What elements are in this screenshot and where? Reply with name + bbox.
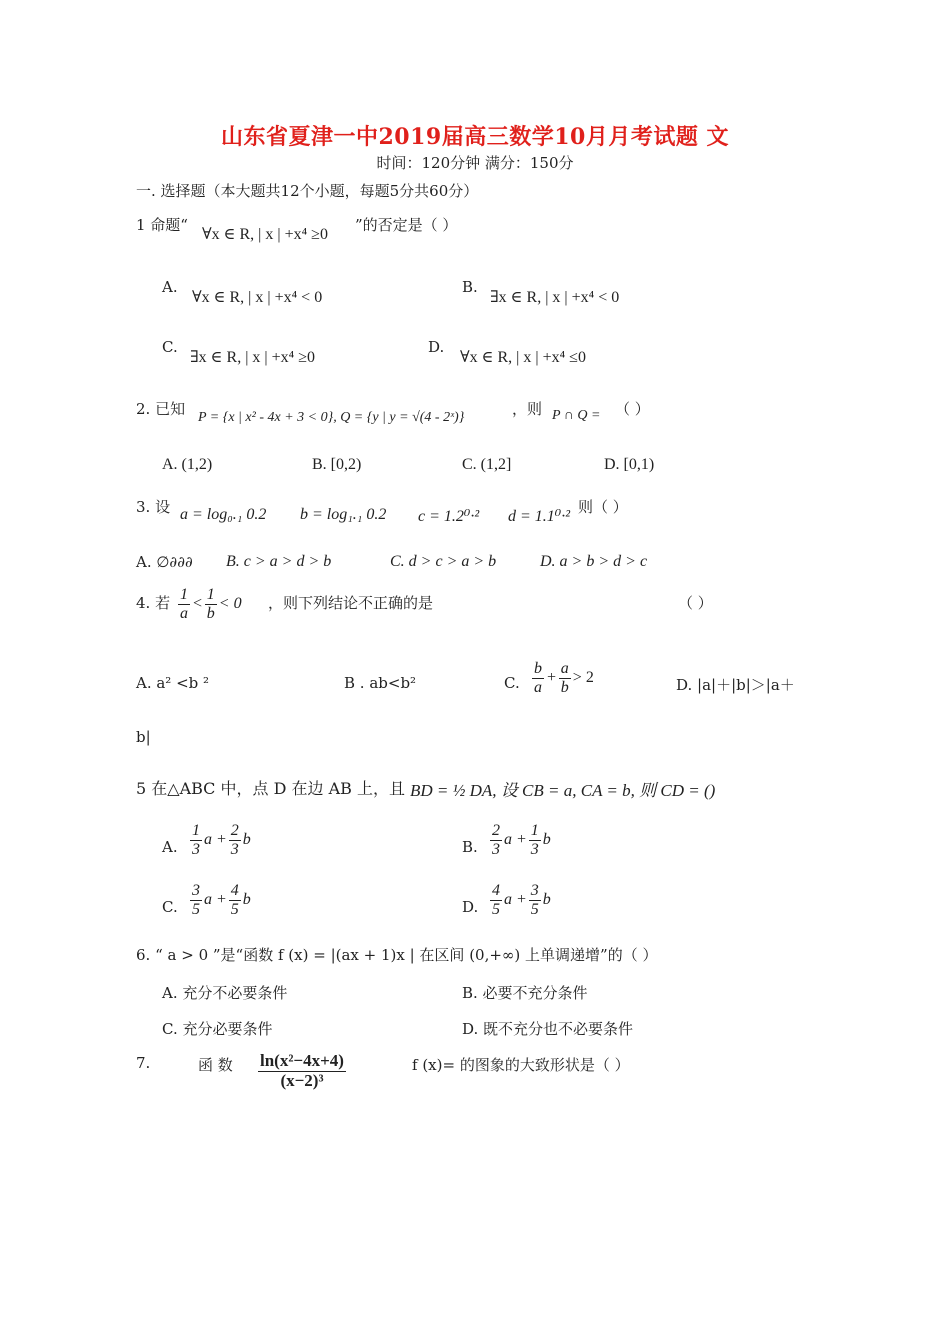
q4-option-d: D. |a|＋|b|＞|a＋ <box>676 676 795 694</box>
q4-option-c-tail: > 2 <box>572 668 594 686</box>
q2-option-b: B. [0,2) <box>312 456 362 473</box>
exam-info: 时间：120分钟 满分：150分 <box>376 154 574 172</box>
q2-lead: 2. 已知 <box>136 400 186 418</box>
q1-option-c-label: C. <box>162 338 178 356</box>
q4-option-c-label: C. <box>504 674 520 692</box>
q7-numerator: ln(x²−4x+4) <box>260 1051 344 1070</box>
q3-option-a: A. ∅∂∂∂ <box>136 553 193 571</box>
q2-option-a: A. (1,2) <box>162 456 213 473</box>
q1-option-a-label: A. <box>162 278 178 296</box>
q3-d-expr: d = 1.1⁰·² <box>508 508 571 525</box>
q4-inequality: $\frac{1}{a}$ < $\frac{1}{b}$ < 0 <box>180 586 242 622</box>
q7-tail: f (x)= 的图象的大致形状是（ ） <box>412 1056 630 1074</box>
q7-lead: 7. <box>136 1054 151 1072</box>
page-title: 山东省夏津一中2019届高三数学10月月考试题 文 <box>220 124 729 150</box>
q5-option-b-label: B. <box>462 838 478 856</box>
q3-c-expr: c = 1.2⁰·² <box>418 508 480 525</box>
q3-lead: 3. 设 <box>136 498 171 516</box>
q3-option-c: C. d > c > a > b <box>390 553 497 570</box>
q3-option-b: B. c > a > d > b <box>226 553 332 570</box>
q2-option-c: C. (1,2] <box>462 456 512 473</box>
q6-option-d: D. 既不充分也不必要条件 <box>462 1020 634 1038</box>
q1-option-c: ∃x ∈ R, | x | +x⁴ ≥0 <box>190 349 315 366</box>
section-heading: 一. 选择题（本大题共12个小题，每题5分共60分） <box>136 182 479 200</box>
q1-tail: ”的否定是（ ） <box>355 216 458 234</box>
q4-paren: （ ） <box>678 594 713 612</box>
q2-intersection: P ∩ Q = <box>552 408 601 423</box>
q7-function-fraction <box>256 1052 348 1090</box>
q5-option-c-label: C. <box>162 898 178 916</box>
q5-option-d-label: D. <box>462 898 479 916</box>
q7-function-word: 函 数 <box>198 1056 233 1074</box>
q1-option-d: ∀x ∈ R, | x | +x⁴ ≤0 <box>460 349 586 366</box>
q4-lead: 4. 若 <box>136 594 171 612</box>
q3-b-expr: b = log₁.₁ 0.2 <box>300 506 387 523</box>
q6-option-a: A. 充分不必要条件 <box>162 984 288 1002</box>
q6-option-b: B. 必要不充分条件 <box>462 984 588 1002</box>
q4-tail: ，则下列结论不正确的是 <box>268 594 434 612</box>
q3-option-d: D. a > b > d > c <box>540 553 648 570</box>
q5-option-d: $\frac{4}{5}$ a + $\frac{3}{5}$ b <box>492 882 551 918</box>
q1-option-b: ∃x ∈ R, | x | +x⁴ < 0 <box>490 289 620 306</box>
q4-option-c: $\frac{b}{a}$ + $\frac{a}{b}$ > 2 <box>534 660 594 696</box>
q4-option-d-cont: b| <box>136 728 151 746</box>
q2-tail: （ ） <box>615 400 650 418</box>
q5-expression: BD = ½ DA, 设 CB = a, CA = b, 则 CD = () <box>410 781 716 800</box>
q2-expression: P = {x | x² - 4x + 3 < 0}, Q = {y | y = √(4 - 2ˣ)} <box>198 410 465 425</box>
q5-option-a: $\frac{1}{3}$ a + $\frac{2}{3}$ b <box>192 822 251 858</box>
q4-option-a: A. a² <b ² <box>136 674 210 692</box>
q3-a-expr: a = log₀.₁ 0.2 <box>180 506 267 523</box>
q1-lead: 1 命题“ <box>136 216 188 234</box>
q2-mid: ，则 <box>512 400 543 418</box>
q6-option-c: C. 充分必要条件 <box>162 1020 273 1038</box>
q2-option-d: D. [0,1) <box>604 456 655 473</box>
q1-option-b-label: B. <box>462 278 478 296</box>
q3-tail: 则（ ） <box>578 498 628 516</box>
q1-option-a: ∀x ∈ R, | x | +x⁴ < 0 <box>192 289 323 306</box>
q1-option-d-label: D. <box>428 338 445 356</box>
q4-option-b: B . ab<b² <box>344 674 417 692</box>
q5-option-b: $\frac{2}{3}$ a + $\frac{1}{3}$ b <box>492 822 551 858</box>
q5-option-a-label: A. <box>162 838 178 856</box>
q6-text: 6. “ a > 0 ”是“函数 f (x) = |(ax + 1)x | 在区间 (0,+∞) 上单调递增”的（ ） <box>136 946 658 964</box>
q7-denominator: (x−2)³ <box>280 1070 324 1090</box>
q1-expression: ∀x ∈ R, | x | +x⁴ ≥0 <box>202 226 328 243</box>
q5-option-c: $\frac{3}{5}$ a + $\frac{4}{5}$ b <box>192 882 251 918</box>
q5-lead: 5 在△ABC 中，点 D 在边 AB 上，且 <box>136 779 405 798</box>
